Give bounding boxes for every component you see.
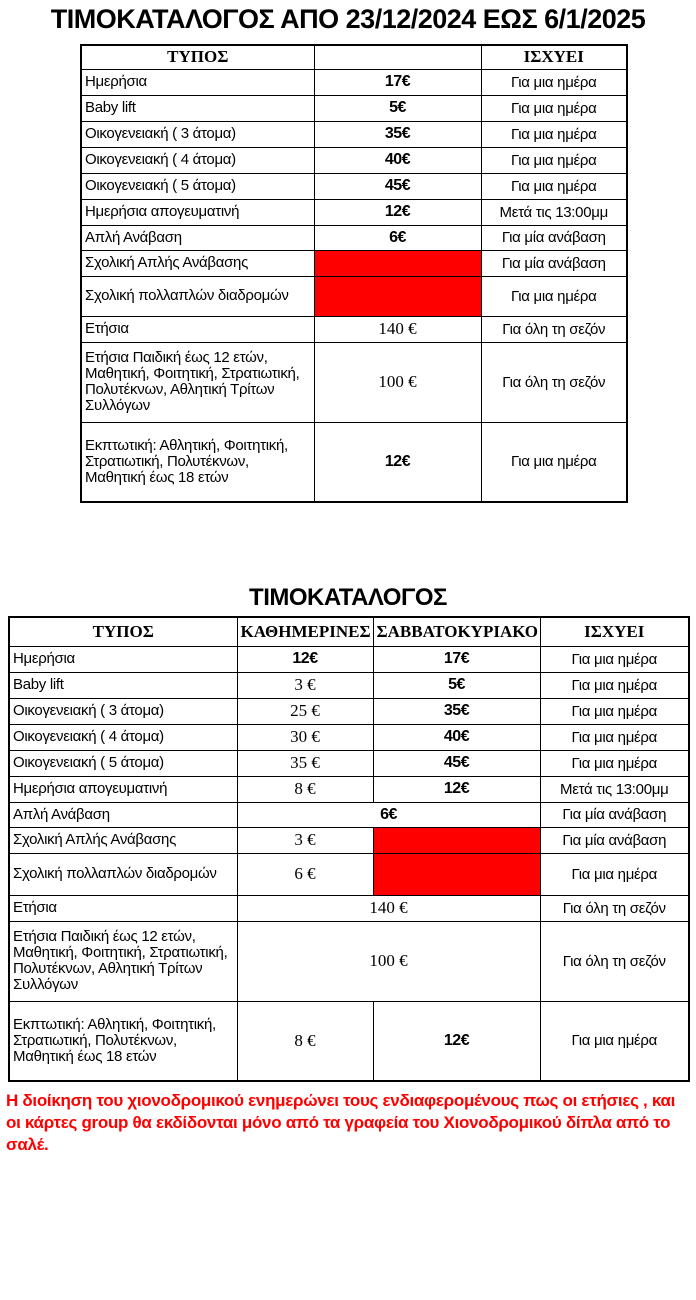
valid: Για μία ανάβαση xyxy=(540,802,689,827)
table-row xyxy=(9,1001,689,1081)
type: Ημερήσια απογευματινή xyxy=(9,776,237,802)
type: Ημερήσια απογευματινή xyxy=(81,199,314,225)
holiday-price-table-body xyxy=(81,69,627,502)
valid: Για μια ημέρα xyxy=(481,422,627,502)
valid: Για μια ημέρα xyxy=(540,750,689,776)
type: Ετήσια Παιδική έως 12 ετών, Μαθητική, Φοιτητική, Στρατιωτική, Πολυτέκνων, Αθλητική Τρίτων Συλλόγων xyxy=(9,921,237,1001)
regular-price-list-title: ΤΙΜΟΚΑΤΑΛΟΓΟΣ xyxy=(249,584,447,611)
table-row xyxy=(9,646,689,672)
type: Οικογενειακή ( 3 άτομα) xyxy=(81,121,314,147)
type: Σχολική πολλαπλών διαδρομών xyxy=(9,853,237,895)
administration-note: Η διοίκηση του χιονοδρομικού ενημερώνει τους ενδιαφερομένους πως οι ετήσιες , και οι κάρτες group θα εκδίδονται μόνο από τα γραφεία του Χιονοδρομικού δίπλα από το σαλέ. xyxy=(6,1091,676,1154)
type: Απλή Ανάβαση xyxy=(81,225,314,250)
type: Οικογενειακή ( 5 άτομα) xyxy=(9,750,237,776)
valid: Για όλη τη σεζόν xyxy=(540,921,689,1001)
type: Οικογενειακή ( 4 άτομα) xyxy=(81,147,314,173)
holiday-price-table xyxy=(80,44,628,503)
type: Ημερήσια xyxy=(81,69,314,95)
type: Εκπτωτική: Αθλητική, Φοιτητική, Στρατιωτική, Πολυτέκνων, Μαθητική έως 18 ετών xyxy=(81,422,314,502)
weekday-price: 8 € xyxy=(237,776,373,802)
table-row xyxy=(9,853,689,895)
col-header-price xyxy=(314,45,481,69)
col-header-valid: ΙΣΧΥΕΙ xyxy=(481,45,627,69)
col-header-weekend: ΣΑΒΒΑΤΟΚΥΡΙΑΚΟ xyxy=(373,617,540,646)
weekday-price: 12€ xyxy=(237,646,373,672)
price: 12€ xyxy=(314,422,481,502)
weekday-price: 3 € xyxy=(237,672,373,698)
regular-price-table-body xyxy=(9,646,689,1081)
table-row xyxy=(81,250,627,276)
valid: Για μία ανάβαση xyxy=(481,225,627,250)
price: 140 € xyxy=(237,895,540,921)
valid: Για όλη τη σεζόν xyxy=(540,895,689,921)
table-row xyxy=(9,895,689,921)
price: 45€ xyxy=(314,173,481,199)
valid: Για μία ανάβαση xyxy=(540,827,689,853)
price: 6€ xyxy=(314,225,481,250)
weekday-price: 6 € xyxy=(237,853,373,895)
valid: Για μια ημέρα xyxy=(481,69,627,95)
weekend-price: 12€ xyxy=(373,776,540,802)
price: 6€ xyxy=(237,802,540,827)
header-row xyxy=(81,45,627,69)
table-row xyxy=(81,121,627,147)
regular-price-table xyxy=(8,616,690,1082)
weekend-price: 35€ xyxy=(373,698,540,724)
table-row xyxy=(9,724,689,750)
valid: Για μια ημέρα xyxy=(540,724,689,750)
table-row xyxy=(81,316,627,342)
type: Εκπτωτική: Αθλητική, Φοιτητική, Στρατιωτική, Πολυτέκνων, Μαθητική έως 18 ετών xyxy=(9,1001,237,1081)
valid: Για μία ανάβαση xyxy=(481,250,627,276)
valid: Μετά τις 13:00μμ xyxy=(481,199,627,225)
type: Σχολική Απλής Ανάβασης xyxy=(81,250,314,276)
type: Baby lift xyxy=(9,672,237,698)
weekend-price: 40€ xyxy=(373,724,540,750)
type: Ετήσια xyxy=(9,895,237,921)
table-row xyxy=(9,802,689,827)
valid: Μετά τις 13:00μμ xyxy=(540,776,689,802)
price: 5€ xyxy=(314,95,481,121)
regular-price-table-header xyxy=(9,617,689,646)
holiday-price-table-header xyxy=(81,45,627,69)
unavailable-price-cell xyxy=(373,853,540,895)
valid: Για μια ημέρα xyxy=(481,147,627,173)
weekend-price: 45€ xyxy=(373,750,540,776)
table-row xyxy=(81,95,627,121)
weekday-price: 30 € xyxy=(237,724,373,750)
type: Οικογενειακή ( 4 άτομα) xyxy=(9,724,237,750)
weekday-price: 8 € xyxy=(237,1001,373,1081)
unavailable-price-cell xyxy=(314,276,481,316)
valid: Για όλη τη σεζόν xyxy=(481,316,627,342)
valid: Για μια ημέρα xyxy=(540,853,689,895)
table-row xyxy=(9,672,689,698)
table-row xyxy=(81,342,627,422)
unavailable-price-cell xyxy=(314,250,481,276)
table-row xyxy=(9,776,689,802)
table-row xyxy=(81,199,627,225)
table-row xyxy=(9,921,689,1001)
valid: Για μια ημέρα xyxy=(481,95,627,121)
table-row xyxy=(81,147,627,173)
col-header-valid: ΙΣΧΥΕΙ xyxy=(540,617,689,646)
table-row xyxy=(81,69,627,95)
table-row xyxy=(81,225,627,250)
type: Ημερήσια xyxy=(9,646,237,672)
col-header-type: ΤΥΠΟΣ xyxy=(81,45,314,69)
valid: Για μια ημέρα xyxy=(481,173,627,199)
table-row xyxy=(81,422,627,502)
table-row xyxy=(81,173,627,199)
holiday-price-list-title: ΤΙΜΟΚΑΤΑΛΟΓΟΣ ΑΠΟ 23/12/2024 ΕΩΣ 6/1/2025 xyxy=(50,4,646,34)
price: 40€ xyxy=(314,147,481,173)
price: 100 € xyxy=(314,342,481,422)
weekday-price: 25 € xyxy=(237,698,373,724)
type: Ετήσια Παιδική έως 12 ετών, Μαθητική, Φοιτητική, Στρατιωτική, Πολυτέκνων, Αθλητική Τρίτων Συλλόγων xyxy=(81,342,314,422)
price: 100 € xyxy=(237,921,540,1001)
type: Baby lift xyxy=(81,95,314,121)
type: Οικογενειακή ( 5 άτομα) xyxy=(81,173,314,199)
valid: Για όλη τη σεζόν xyxy=(481,342,627,422)
weekday-price: 35 € xyxy=(237,750,373,776)
table-row xyxy=(9,698,689,724)
price: 35€ xyxy=(314,121,481,147)
weekend-price: 12€ xyxy=(373,1001,540,1081)
table-row xyxy=(9,750,689,776)
type: Ετήσια xyxy=(81,316,314,342)
weekend-price: 17€ xyxy=(373,646,540,672)
table-row xyxy=(81,276,627,316)
price: 12€ xyxy=(314,199,481,225)
valid: Για μια ημέρα xyxy=(540,698,689,724)
valid: Για μια ημέρα xyxy=(540,646,689,672)
weekday-price: 3 € xyxy=(237,827,373,853)
valid: Για μια ημέρα xyxy=(540,1001,689,1081)
price: 140 € xyxy=(314,316,481,342)
col-header-type: ΤΥΠΟΣ xyxy=(9,617,237,646)
type: Σχολική πολλαπλών διαδρομών xyxy=(81,276,314,316)
valid: Για μια ημέρα xyxy=(481,276,627,316)
col-header-weekday: ΚΑΘΗΜΕΡΙΝΕΣ xyxy=(237,617,373,646)
valid: Για μια ημέρα xyxy=(481,121,627,147)
valid: Για μια ημέρα xyxy=(540,672,689,698)
price: 17€ xyxy=(314,69,481,95)
weekend-price: 5€ xyxy=(373,672,540,698)
unavailable-price-cell xyxy=(373,827,540,853)
type: Οικογενειακή ( 3 άτομα) xyxy=(9,698,237,724)
table-row xyxy=(9,827,689,853)
header-row xyxy=(9,617,689,646)
type: Απλή Ανάβαση xyxy=(9,802,237,827)
type: Σχολική Απλής Ανάβασης xyxy=(9,827,237,853)
